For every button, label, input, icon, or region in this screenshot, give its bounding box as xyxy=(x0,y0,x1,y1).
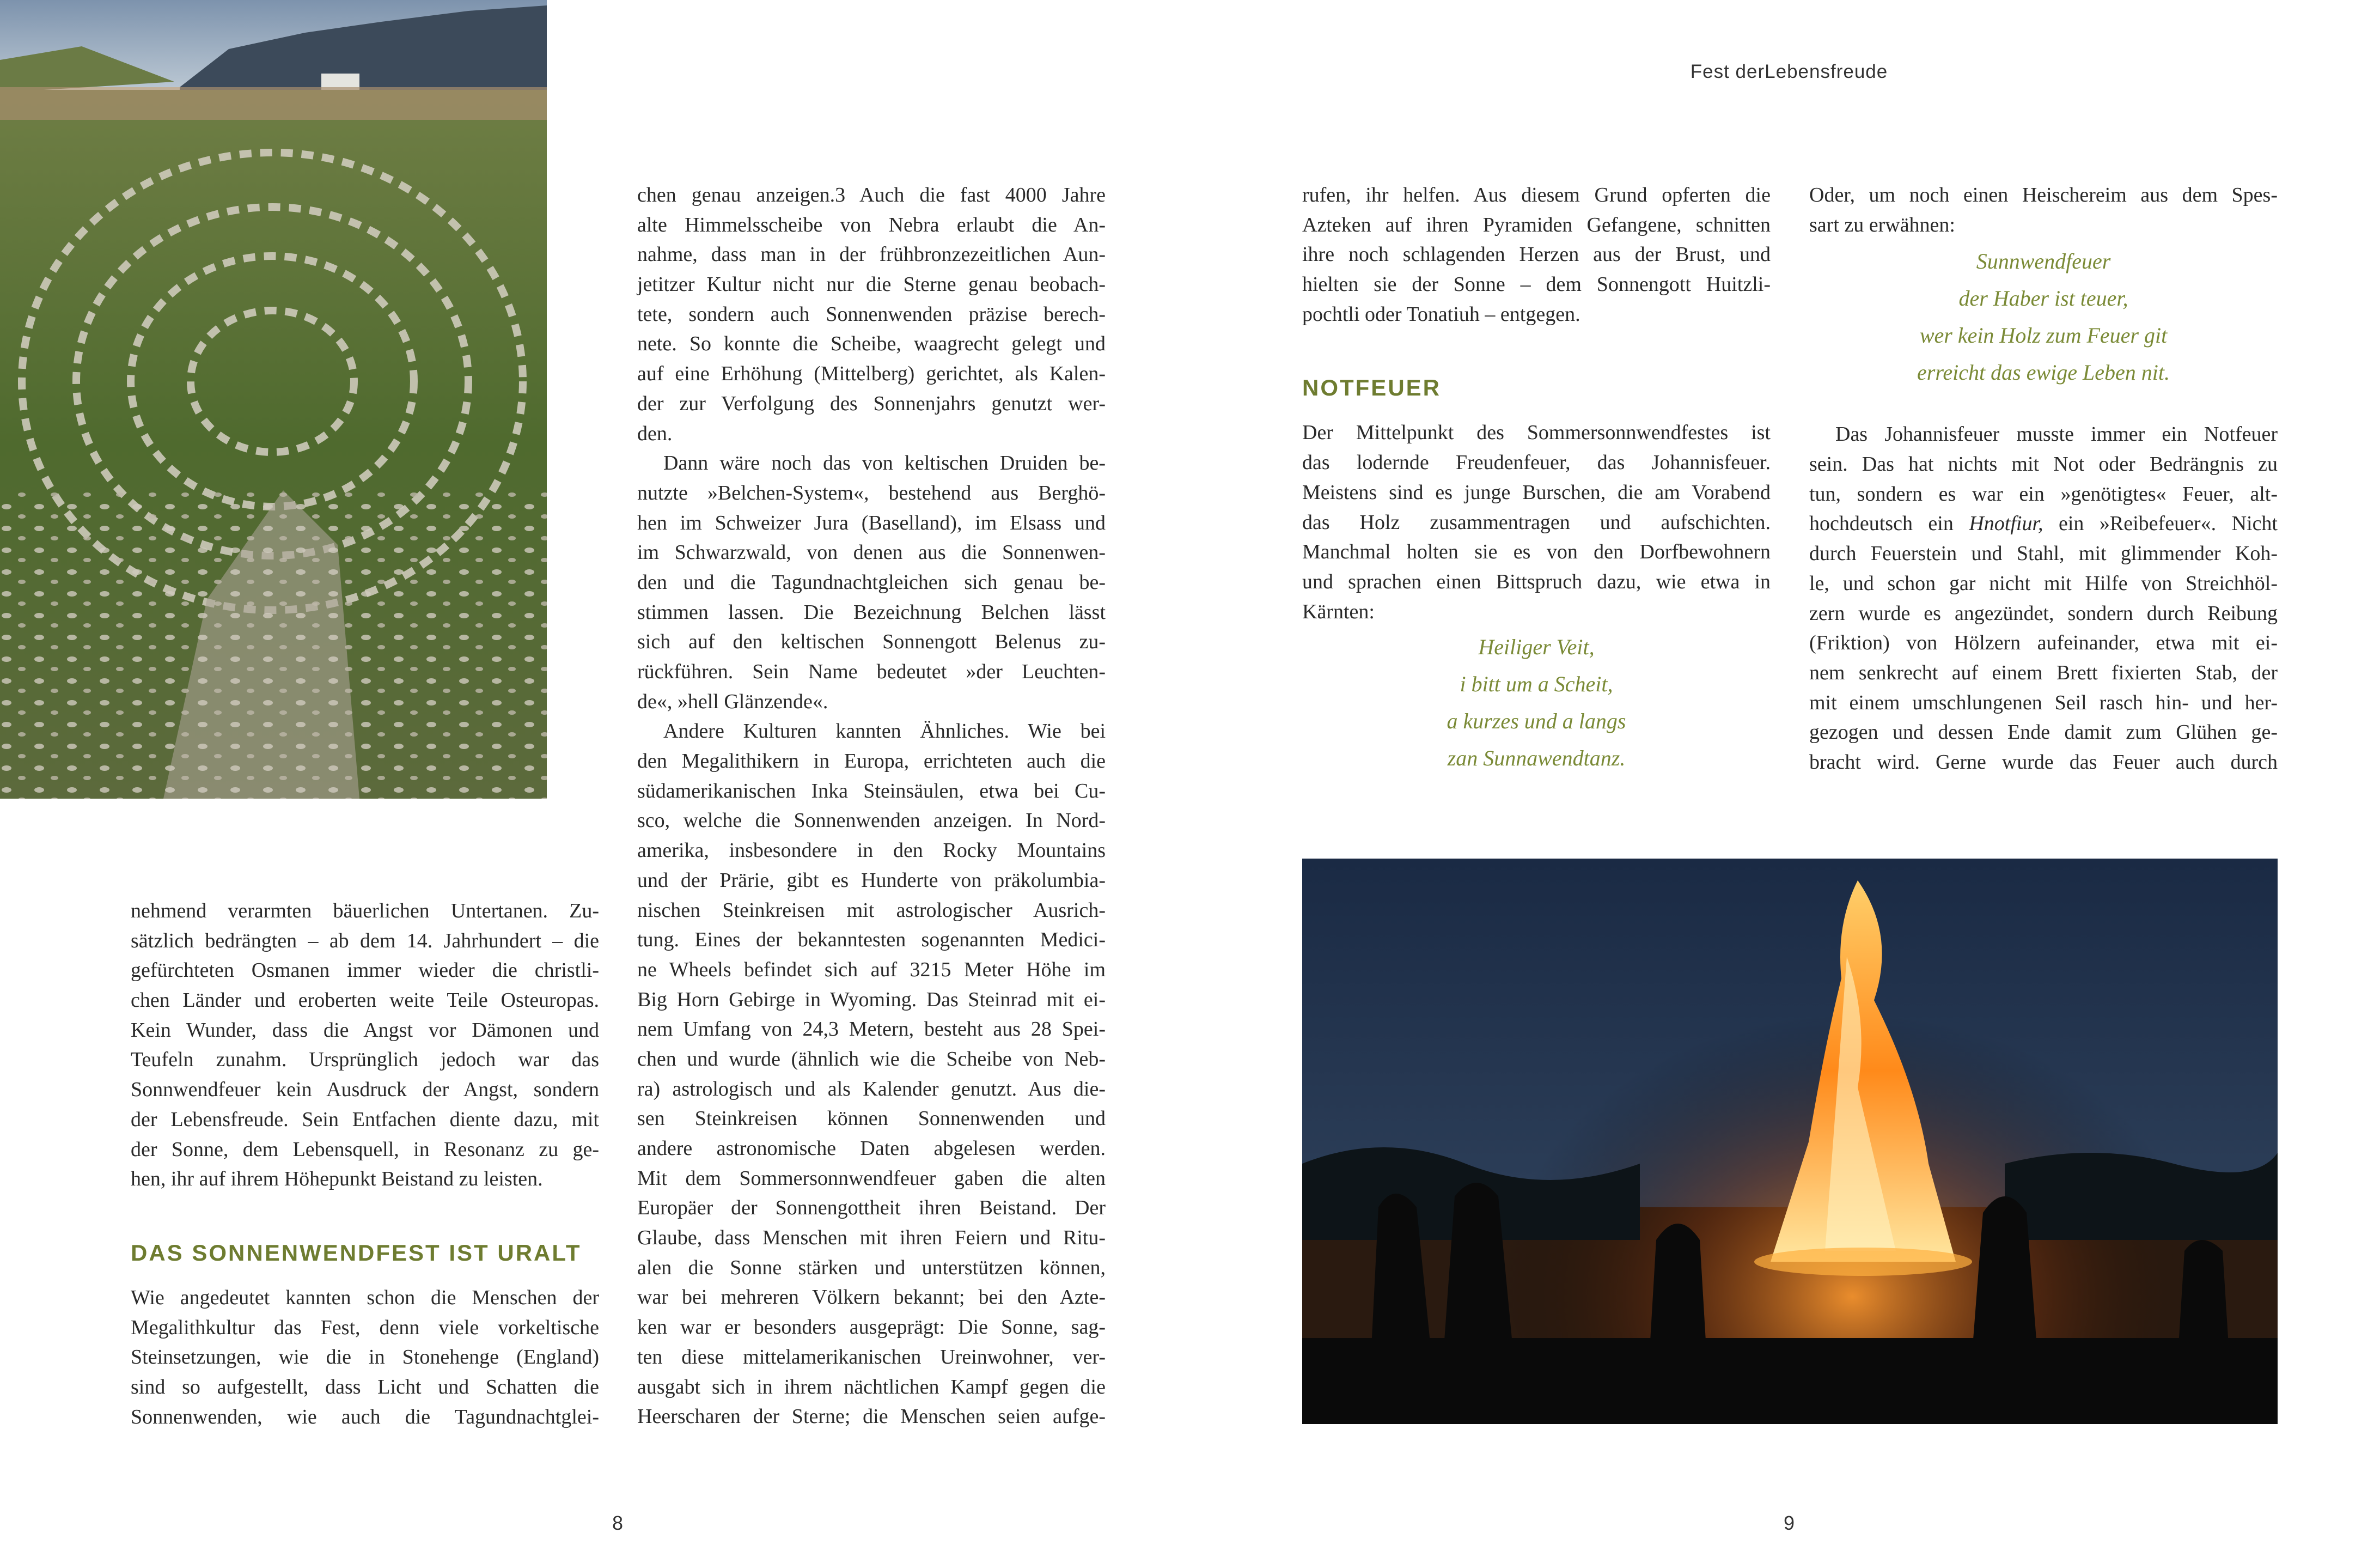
text-line: Heerscharen der Sterne; die Menschen seien aufge- xyxy=(637,1405,1106,1428)
text-line: sart zu erwähnen: xyxy=(1809,213,1955,236)
paragraph xyxy=(1302,418,1771,627)
paragraph xyxy=(1809,180,2278,240)
section-heading: NOTFEUER xyxy=(1302,375,1441,401)
text-line: rückführen. Sein Name bedeutet »der Leuchten- xyxy=(637,660,1106,683)
text-line: tun, sondern es war ein »genötigtes« Feuer, alt- xyxy=(1809,482,2278,506)
text-line: Mit dem Sommersonnwendfeuer gaben die alten xyxy=(637,1166,1106,1190)
stone-circle-photo xyxy=(0,0,547,799)
text-line: war bei mehreren Völkern bekannt; bei den Azte- xyxy=(637,1286,1106,1309)
text-line: und sprachen einen Bittspruch dazu, wie etwa in xyxy=(1302,570,1771,593)
text-line: den Megalithikern in Europa, errichteten auch die xyxy=(637,750,1106,773)
text-line: tung. Eines der bekanntesten sogenannten Medici- xyxy=(637,928,1106,952)
text-line: hen, ihr auf ihrem Höhepunkt Beistand zu leisten. xyxy=(131,1167,543,1191)
page-number-right: 9 xyxy=(1783,1512,1795,1534)
verse-line: Sunnwendfeuer xyxy=(1976,249,2111,274)
section-heading: DAS SONNENWENDFEST IST URALT xyxy=(131,1239,582,1266)
text-line: der Sonne, dem Lebensquell, in Resonanz zu ge- xyxy=(131,1138,599,1161)
text-line: Big Horn Gebirge in Wyoming. Das Steinrad mit ei- xyxy=(637,988,1106,1011)
text-line: le, und schon gar nicht mit Hilfe von Streichhöl- xyxy=(1809,571,2278,595)
verse-line: Heiliger Veit, xyxy=(1478,635,1595,660)
text-line: zern wurde es angezündet, sondern durch Reibung xyxy=(1809,601,2278,625)
text-line: ihre noch schlagenden Herzen aus der Brust, und xyxy=(1302,243,1771,266)
verse-quote xyxy=(1302,629,1771,777)
text-line: Wie angedeutet kannten schon die Menschen der xyxy=(131,1286,599,1309)
text-line: im Schwarzwald, von denen aus die Sonnenwen- xyxy=(637,541,1106,564)
text-line: ra) astrologisch und als Kalender genutzt. Aus die- xyxy=(637,1077,1106,1100)
text-line: mit einem umschlungenen Seil rasch hin- und her- xyxy=(1809,691,2278,714)
text-line: sich auf den keltischen Sonnengott Belenus zu- xyxy=(637,630,1106,654)
text-line: hielten sie der Sonne – dem Sonnengott Huitzli- xyxy=(1302,273,1771,296)
page-number-left: 8 xyxy=(612,1512,624,1534)
paragraph xyxy=(637,716,1106,1432)
text-line: tete, sondern auch Sonnenwenden präzise berech- xyxy=(637,302,1106,326)
text-line: nischen Steinkreisen mit astrologischer Ausrich- xyxy=(637,898,1106,922)
text-line: Kärnten: xyxy=(1302,600,1375,623)
text-line: gezogen und dessen Ende damit zum Glühen ge- xyxy=(1809,721,2278,744)
text-column-1 xyxy=(131,896,599,1432)
paragraph xyxy=(637,448,1106,716)
paragraph xyxy=(637,180,1106,448)
text-line: Oder, um noch einen Heischereim aus dem Spes- xyxy=(1809,184,2278,206)
italic-term: Hnotfiur, xyxy=(1969,512,2043,536)
text-line xyxy=(1809,509,2278,539)
text-line: Europäer der Sonnengottheit ihren Beistand. Der xyxy=(637,1196,1106,1220)
text-line: den. xyxy=(637,422,673,445)
text-line: Kein Wunder, dass die Angst vor Dämonen und xyxy=(131,1018,599,1042)
text-line: ten diese mittelamerikanischen Ureinwohner, ver- xyxy=(637,1345,1106,1369)
text-column-3 xyxy=(1302,180,1771,777)
text-line: sind so aufgestellt, dass Licht und Schatten die xyxy=(131,1375,599,1398)
verse-quote xyxy=(1809,243,2278,391)
verse-line: i bitt um a Scheit, xyxy=(1460,672,1613,697)
verse-line: der Haber ist teuer, xyxy=(1958,286,2128,311)
text-column-4 xyxy=(1809,180,2278,777)
stone-circle-image xyxy=(0,0,547,799)
text-line: nem Umfang von 24,3 Metern, besteht aus 28 Spei- xyxy=(637,1018,1106,1041)
bonfire-photo xyxy=(1302,859,2278,1424)
bonfire-image xyxy=(1302,859,2278,1424)
text-line: Megalithkultur das Fest, denn viele vorkeltische xyxy=(131,1316,599,1339)
text-line: (Friktion) von Hölzern aufeinander, etwa mit ei- xyxy=(1809,631,2278,655)
text-line: Azteken auf ihren Pyramiden Gefangene, schnitten xyxy=(1302,213,1771,236)
text-line: das lodernde Freudenfeuer, das Johannisfeuer. xyxy=(1302,451,1771,475)
text-line: Dann wäre noch das von keltischen Druiden be- xyxy=(663,452,1106,475)
text-line: der zur Verfolgung des Sonnenjahrs genutzt wer- xyxy=(637,392,1106,415)
verse-line: erreicht das ewige Leben nit. xyxy=(1917,360,2170,385)
text-line: gefürchteten Osmanen immer wieder die christli- xyxy=(131,959,599,982)
text-line: andere astronomische Daten abgelesen werden. xyxy=(637,1137,1106,1160)
text-line: das Holz zusammentragen und aufschichten. xyxy=(1302,510,1771,534)
text-line: ken war er besonders ausgeprägt: Die Sonne, sag- xyxy=(637,1316,1106,1339)
text-line: chen Länder und eroberten weite Teile Osteuropas. xyxy=(131,989,599,1012)
text-column-2 xyxy=(637,180,1106,1432)
text-line: ausgabt sich in ihrem nächtlichen Kampf gegen die xyxy=(637,1375,1106,1398)
text-line: chen und wurde (ähnlich wie die Scheibe von Neb- xyxy=(637,1047,1106,1071)
text-line: südamerikanischen Inka Steinsäulen, etwa bei Cu- xyxy=(637,779,1106,802)
text-line: nutzte »Belchen-System«, bestehend aus Berghö- xyxy=(637,481,1106,504)
text-line: stimmen lassen. Die Bezeichnung Belchen lässt xyxy=(637,600,1106,624)
text-line: nehmend verarmten bäuerlichen Untertanen. Zu- xyxy=(131,899,599,922)
running-header: Fest derLebensfreude xyxy=(1690,61,1888,82)
text-line: alte Himmelsscheibe von Nebra erlaubt die An- xyxy=(637,213,1106,236)
text-line: Meistens sind es junge Burschen, die am Vorabend xyxy=(1302,481,1771,504)
text-line: Teufeln zunahm. Ursprünglich jedoch war das xyxy=(131,1048,599,1072)
paragraph xyxy=(131,1283,599,1432)
text-line: hen im Schweizer Jura (Baselland), im Elsass und xyxy=(637,511,1106,534)
text-line: nete. So konnte die Scheibe, waagrecht gelegt und xyxy=(637,332,1106,356)
verse-line: zan Sunnawendtanz. xyxy=(1447,746,1626,771)
text-line: amerika, insbesondere in den Rocky Mountains xyxy=(637,839,1106,862)
text-line: Glaube, dass Menschen mit ihren Feiern und Ritu- xyxy=(637,1226,1106,1250)
paragraph xyxy=(131,896,599,1194)
text-line: alen die Sonne stärken und unterstützen können, xyxy=(637,1256,1106,1279)
text-line: bracht wird. Gerne wurde das Feuer auch durch xyxy=(1809,750,2278,774)
text-segment: ein »Reibefeuer«. Nicht xyxy=(2043,512,2278,536)
text-line: den und die Tagundnachtgleichen sich genau be- xyxy=(637,570,1106,594)
text-line: Andere Kulturen kannten Ähnliches. Wie bei xyxy=(663,720,1106,743)
text-line: Manchmal holten sie es von den Dorfbewohnern xyxy=(1302,540,1771,564)
text-line: jetitzer Kultur nicht nur die Sterne genau beobach- xyxy=(637,273,1106,296)
text-line: chen genau anzeigen.3 Auch die fast 4000 Jahre xyxy=(637,184,1106,206)
text-line: und der Prärie, gibt es Hunderte von präkolumbia- xyxy=(637,868,1106,892)
text-line: rufen, ihr helfen. Aus diesem Grund opferten die xyxy=(1302,184,1771,206)
paragraph xyxy=(1302,180,1771,329)
text-line: ne Wheels befindet sich auf 3215 Meter Höhe im xyxy=(637,958,1106,981)
text-line: Sonnenwenden, wie auch die Tagundnachtglei- xyxy=(131,1405,599,1428)
text-line: Sonnwendfeuer kein Ausdruck der Angst, sondern xyxy=(131,1078,599,1102)
text-line: durch Feuerstein und Stahl, mit glimmender Koh- xyxy=(1809,542,2278,565)
text-line: sein. Das hat nichts mit Not oder Bedrängnis zu xyxy=(1809,453,2278,476)
text-line: Der Mittelpunkt des Sommersonnwendfestes ist xyxy=(1302,421,1771,445)
text-line: der Lebensfreude. Sein Entfachen diente dazu, mit xyxy=(131,1108,599,1131)
verse-line: a kurzes und a langs xyxy=(1447,709,1626,734)
text-line: Das Johannisfeuer musste immer ein Notfeuer xyxy=(1835,423,2278,446)
text-line: Steinsetzungen, wie die in Stonehenge (England) xyxy=(131,1346,599,1369)
verse-line: wer kein Holz zum Feuer git xyxy=(1919,323,2168,348)
text-line: sätzlich bedrängten – ab dem 14. Jahrhundert – die xyxy=(131,929,599,952)
text-line: de«, »hell Glänzende«. xyxy=(637,690,828,713)
paragraph xyxy=(1809,419,2278,777)
text-line: sco, welche die Sonnenwenden anzeigen. In Nord- xyxy=(637,809,1106,832)
text-segment: hochdeutsch ein xyxy=(1809,512,1969,536)
text-line: nem senkrecht auf einem Brett fixierten Stab, der xyxy=(1809,661,2278,684)
text-line: pochtli oder Tonatiuh – entgegen. xyxy=(1302,302,1580,326)
text-line: nahme, dass man in der frühbronzezeitlichen Aun- xyxy=(637,243,1106,266)
text-line: auf eine Erhöhung (Mittelberg) gerichtet, als Kalen- xyxy=(637,362,1106,386)
text-line: sen Steinkreisen können Sonnenwenden und xyxy=(637,1107,1106,1130)
